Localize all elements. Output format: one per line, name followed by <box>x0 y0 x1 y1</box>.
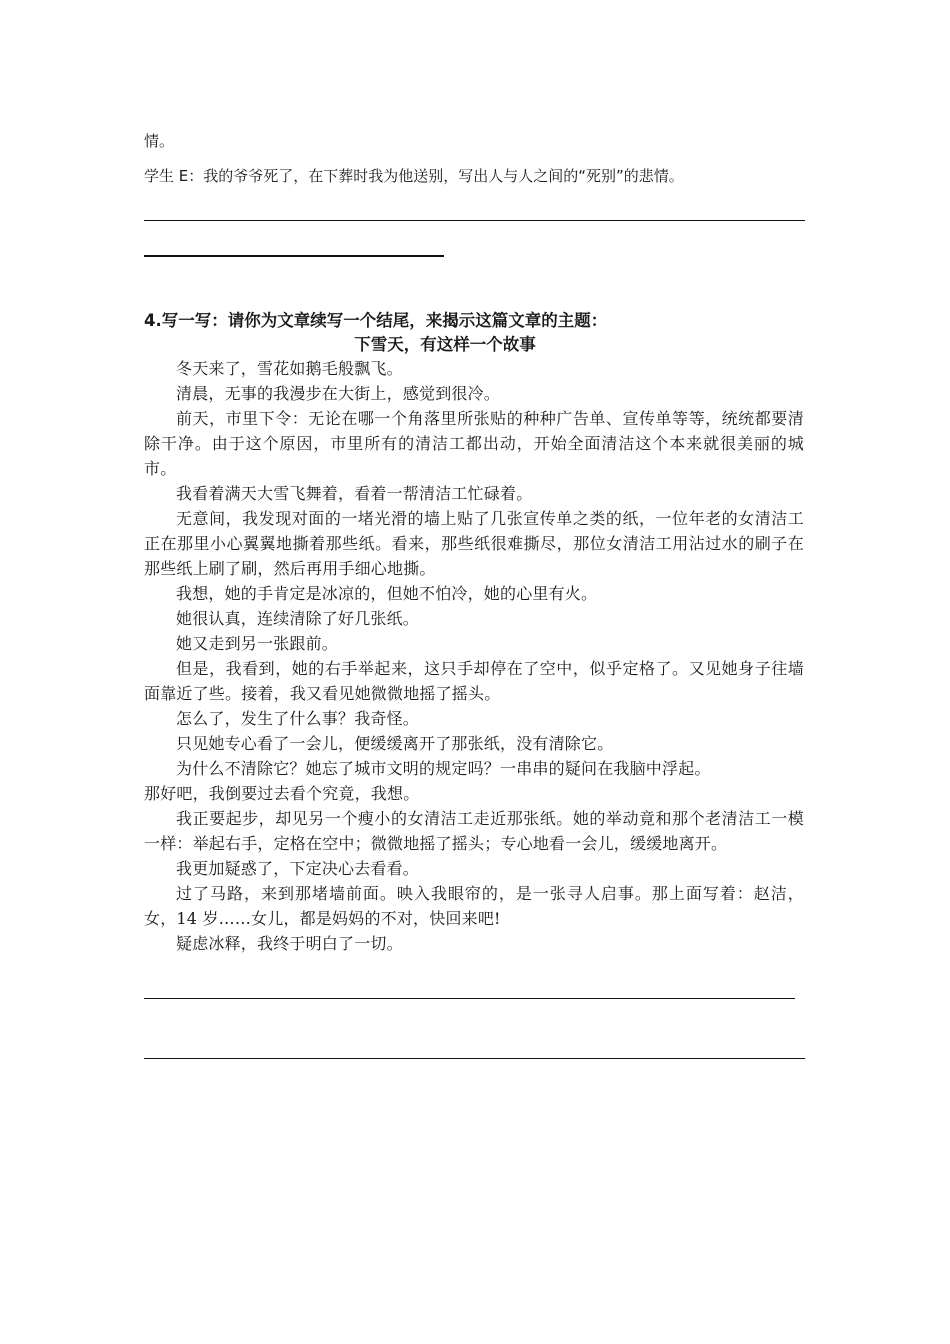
answer-line <box>144 220 805 221</box>
story-paragraph: 我看着满天大雪飞舞着，看着一帮清洁工忙碌着。 <box>176 484 533 503</box>
story-paragraph: 疑虑冰释，我终于明白了一切。 <box>176 934 403 953</box>
answer-line-short <box>144 255 444 257</box>
story-paragraph: 她又走到另一张跟前。 <box>176 634 339 653</box>
continuation-text: 情。 <box>144 132 175 150</box>
story-body <box>144 356 804 956</box>
story-paragraph: 那好吧，我倒要过去看个究竟，我想。 <box>144 784 420 803</box>
answer-line <box>144 998 795 999</box>
story-paragraph: 清晨，无事的我漫步在大街上，感觉到很冷。 <box>176 384 501 403</box>
story-paragraph: 我更加疑惑了，下定决心去看看。 <box>176 859 420 878</box>
story-paragraph: 前天，市里下令：无论在哪一个角落里所张贴的种种广告单、宣传单等等，统统都要清除干净。由于这个原因，市里所有的清洁工都出动，开始全面清洁这个本来就很美丽的城市。 <box>144 409 804 478</box>
story-paragraph: 怎么了，发生了什么事？我奇怪。 <box>176 709 420 728</box>
story-title: 下雪天，有这样一个故事 <box>354 335 536 354</box>
story-paragraph: 无意间，我发现对面的一堵光滑的墙上贴了几张宣传单之类的纸，一位年老的女清洁工正在那里小心翼翼地撕着那些纸。看来，那些纸很难撕尽，那位女清洁工用沾过水的刷子在那些纸上刷了刷，然后再用手细心地撕。 <box>144 509 804 578</box>
answer-line <box>144 1058 805 1059</box>
question-4-heading: 4.写一写：请你为文章续写一个结尾，来揭示这篇文章的主题： <box>144 311 608 330</box>
story-paragraph: 过了马路，来到那堵墙前面。映入我眼帘的，是一张寻人启事。那上面写着：赵洁，女，14 岁……女儿，都是妈妈的不对，快回来吧! <box>144 884 804 928</box>
story-paragraph: 为什么不清除它？她忘了城市文明的规定吗？一串串的疑问在我脑中浮起。 <box>176 759 711 778</box>
student-e-answer: 学生 E：我的爷爷死了，在下葬时我为他送别，写出人与人之间的“死别”的悲情。 <box>144 167 684 185</box>
story-paragraph: 但是，我看到，她的右手举起来，这只手却停在了空中，似乎定格了。又见她身子往墙面靠近了些。接着，我又看见她微微地摇了摇头。 <box>144 659 804 703</box>
story-paragraph: 她很认真，连续清除了好几张纸。 <box>176 609 420 628</box>
story-paragraph: 只见她专心看了一会儿，便缓缓离开了那张纸，没有清除它。 <box>176 734 614 753</box>
story-paragraph: 我想，她的手肯定是冰凉的，但她不怕冷，她的心里有火。 <box>176 584 598 603</box>
story-paragraph: 我正要起步，却见另一个瘦小的女清洁工走近那张纸。她的举动竟和那个老清洁工一模一样：举起右手，定格在空中；微微地摇了摇头；专心地看一会儿，缓缓地离开。 <box>144 809 804 853</box>
story-paragraph: 冬天来了，雪花如鹅毛般飘飞。 <box>176 359 403 378</box>
